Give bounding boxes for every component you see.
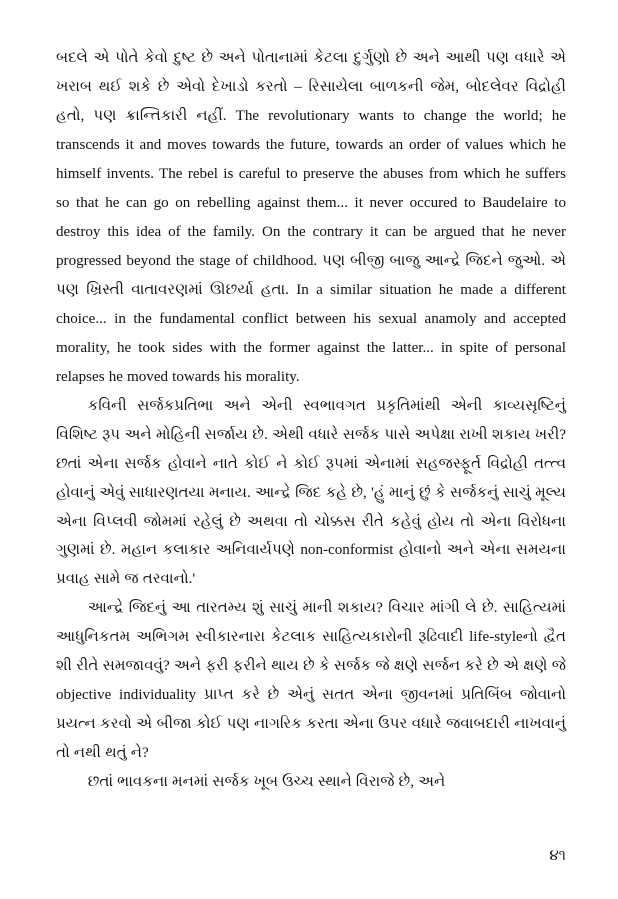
paragraph: છતાં ભાવકના મનમાં સર્જક ખૂબ ઉચ્ચ સ્થાને વિરાજે છે, અને: [87, 774, 446, 791]
paragraph: કવિની સર્જકપ્રતિભા અને એની સ્વભાવગત પ્રકૃતિમાંથી એની કાવ્યસૃષ્ટિનું વિશિષ્ટ રૂપ અને મોહિની સર્જાય છે. એથી વધારે સર્જક પાસે અપેક્ષા રાખી શકાય ખરી? છતાં એના સર્જક હોવાને નાતે કોઈ ને કોઈ રૂપમાં એનામાં સહજસ્ફૂર્ત વિદ્રોહી તત્ત્વ હોવાનું એવું સાધારણતયા મનાય. આન્દ્રે જિદ કહે છે, 'હું માનું છું કે સર્જકનું સાચું મૂલ્ય એના વિપ્લવી જોમમાં રહેલું છે અથવા તો ચોક્કસ રીતે કહેવું હોય તો એના વિરોધના ગુણમાં છે. મહાન કલાકાર અનિવાર્યપણે non-conformist હોવાનો અને એના સમયના પ્રવાહ સામે જ તરવાનો.': [56, 397, 566, 588]
paragraph: આન્દ્રે જિદનું આ તારતમ્ય શું સાચું માની શકાય? વિચાર માંગી લે છે. સાહિત્યમાં આધુનિકતમ અભિગમ સ્વીકારનારા કેટલાક સાહિત્યકારોની રૂઢિવાદી life-styleનો દ્વૈત શી રીતે સમજાવવું? અને ફરી ફરીને થાય છે કે સર્જક જે ક્ષણે સર્જન કરે છે એ ક્ષણે જે objective individuality પ્રાપ્ત કરે છે એનું સતત એના જીવનમાં પ્રતિબિંબ જોવાનો પ્રયત્ન કરવો એ બીજા કોઈ પણ નાગરિક કરતા એના ઉપર વધારે જવાબદારી નાખવાનું તો નથી થતું ને?: [56, 600, 566, 762]
page-number: ૪૧: [549, 848, 566, 864]
page-body: [56, 44, 566, 797]
paragraph: બદલે એ પોતે કેવો દુષ્ટ છે અને પોતાનામાં કેટલા દુર્ગુણો છે અને આથી પણ વધારે એ ખરાબ થઈ શકે છે એવો દેખાડો કરતો – રિસાયેલા બાળકની જેમ, બોદલેવર વિદ્રોહી હતો, પણ ક્રાન્તિકારી નહીં. The revolutionary wants to change the world; he transcends it and moves towards the future, towards an order of values which he himself invents. The rebel is careful to preserve the abuses from which he suffers so that he can go on rebelling against them... it never occured to Baudelaire to destroy this idea of the family. On the contrary it can be argued that he never progressed beyond the stage of childhood. પણ બીજી બાજુ આન્દ્રે જિદને જુઓ. એ પણ ખ્રિસ્તી વાતાવરણમાં ઊછર્યા હતા. In a similar situation he made a different choice... in the fundamental conflict between his sexual anamoly and accepted morality, he took sides with the former against the latter... in spite of personal relapses he moved towards his morality.: [56, 50, 566, 385]
